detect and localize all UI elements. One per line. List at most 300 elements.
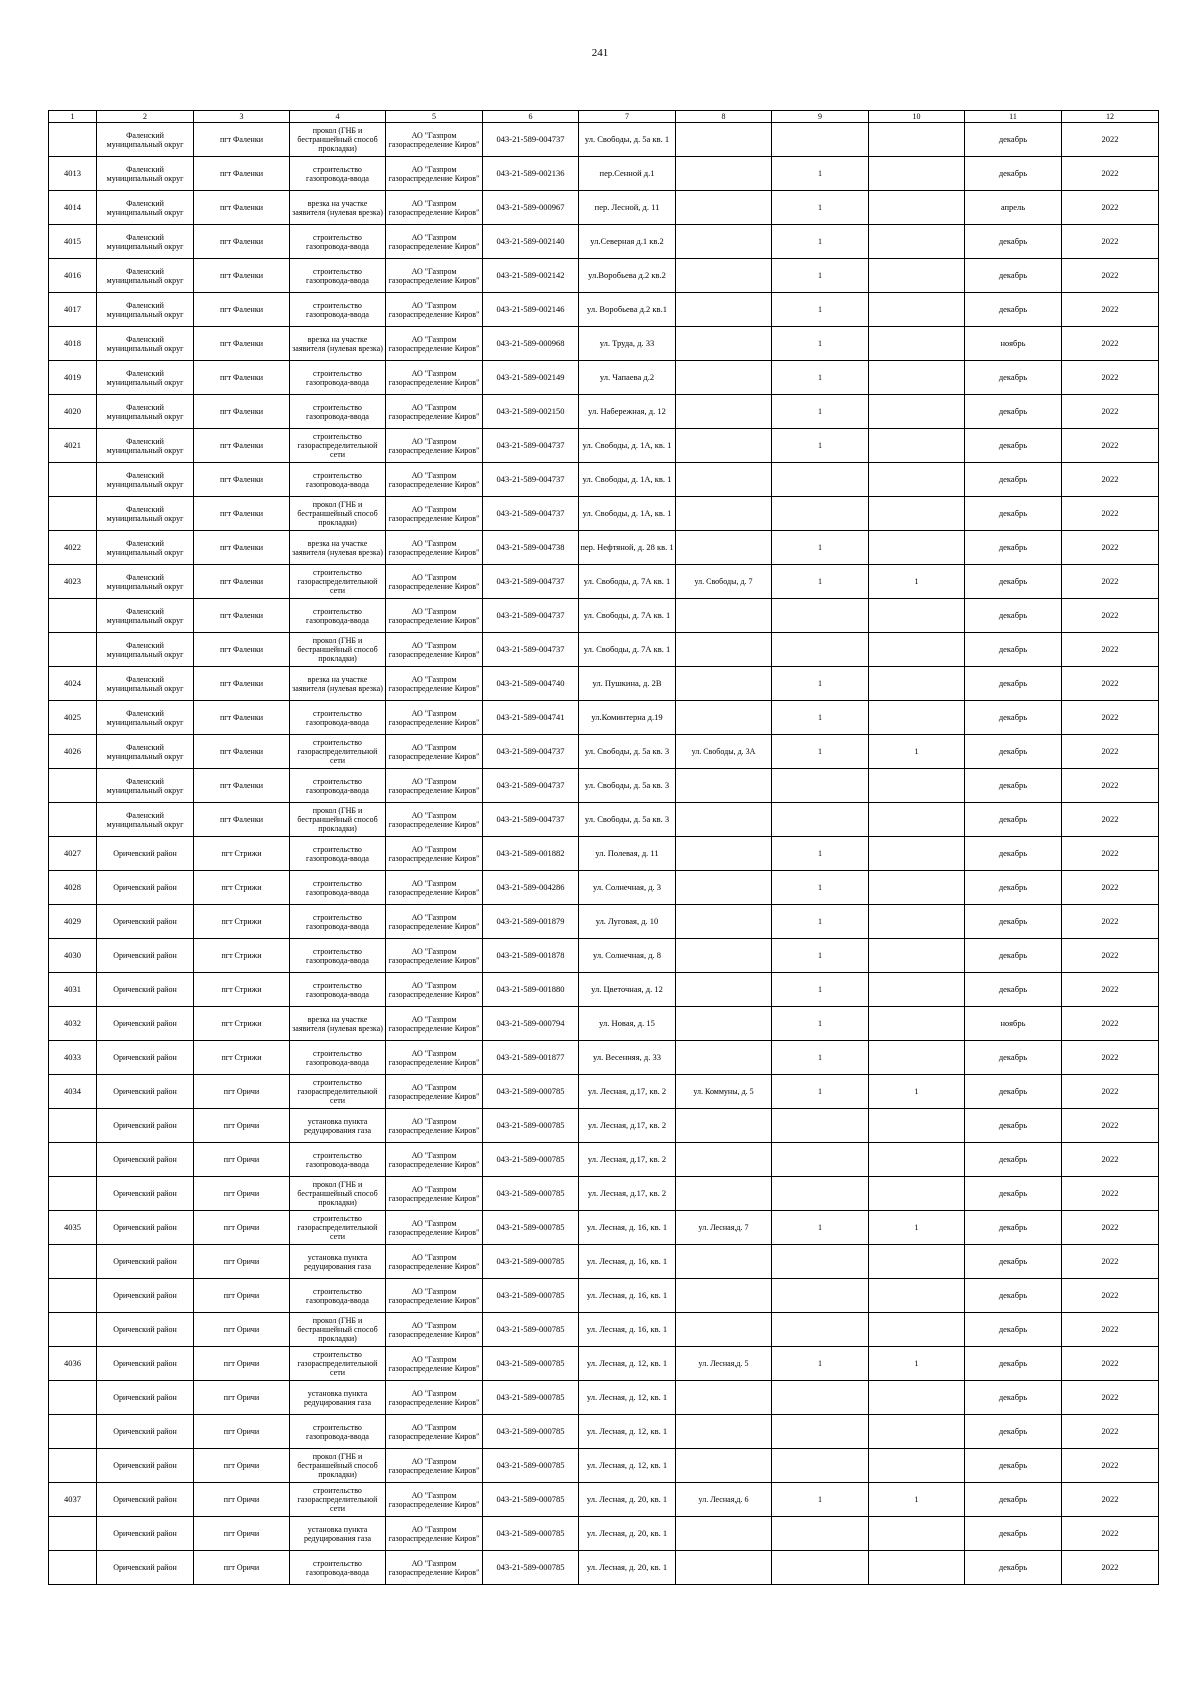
- code-cell: 043-21-589-004737: [483, 735, 579, 769]
- count-secondary-cell: [869, 123, 965, 157]
- address-secondary-cell: [676, 1109, 772, 1143]
- address-secondary-cell: [676, 905, 772, 939]
- table-row: [49, 939, 1159, 973]
- address-secondary-cell: [676, 463, 772, 497]
- count-cell: 1: [772, 395, 869, 429]
- address-cell: ул. Лесная, д. 16, кв. 1: [579, 1211, 676, 1245]
- address-cell: ул. Луговая, д. 10: [579, 905, 676, 939]
- table-row: [49, 361, 1159, 395]
- address-cell: ул. Полевая, д. 11: [579, 837, 676, 871]
- row-number-cell: 4024: [49, 667, 97, 701]
- work-type-cell: строительство газопровода-ввода: [290, 259, 386, 293]
- count-cell: [772, 497, 869, 531]
- code-cell: 043-21-589-000785: [483, 1381, 579, 1415]
- address-cell: ул. Новая, д. 15: [579, 1007, 676, 1041]
- year-cell: 2022: [1062, 1415, 1159, 1449]
- address-cell: ул. Солнечная, д. 3: [579, 871, 676, 905]
- work-type-cell: строительство газопровода-ввода: [290, 157, 386, 191]
- table-row: [49, 565, 1159, 599]
- column-header-row: [49, 111, 1159, 123]
- work-type-cell: строительство газопровода-ввода: [290, 1415, 386, 1449]
- count-cell: [772, 1517, 869, 1551]
- organization-cell: АО "Газпром газораспределение Киров": [386, 1517, 483, 1551]
- address-secondary-cell: [676, 1279, 772, 1313]
- year-cell: 2022: [1062, 769, 1159, 803]
- district-cell: Фаленский муниципальный округ: [97, 293, 194, 327]
- work-type-cell: строительство газопровода-ввода: [290, 1551, 386, 1585]
- work-type-cell: установка пункта редуцирования газа: [290, 1245, 386, 1279]
- address-secondary-cell: [676, 1381, 772, 1415]
- column-header: 6: [483, 111, 579, 123]
- work-type-cell: строительство газопровода-ввода: [290, 361, 386, 395]
- locality-cell: пгт Фаленки: [194, 803, 290, 837]
- address-cell: ул. Свободы, д. 5а кв. 1: [579, 123, 676, 157]
- month-cell: декабрь: [965, 361, 1062, 395]
- table-row: [49, 293, 1159, 327]
- address-secondary-cell: [676, 599, 772, 633]
- work-type-cell: строительство газопровода-ввода: [290, 293, 386, 327]
- district-cell: Фаленский муниципальный округ: [97, 191, 194, 225]
- code-cell: 043-21-589-000785: [483, 1347, 579, 1381]
- district-cell: Фаленский муниципальный округ: [97, 769, 194, 803]
- address-cell: ул. Свободы, д. 5а кв. 3: [579, 803, 676, 837]
- locality-cell: пгт Стрижи: [194, 939, 290, 973]
- address-cell: ул. Лесная, д. 12, кв. 1: [579, 1347, 676, 1381]
- count-cell: [772, 1245, 869, 1279]
- table-row: [49, 1483, 1159, 1517]
- address-secondary-cell: [676, 1517, 772, 1551]
- organization-cell: АО "Газпром газораспределение Киров": [386, 531, 483, 565]
- column-header: 5: [386, 111, 483, 123]
- year-cell: 2022: [1062, 123, 1159, 157]
- locality-cell: пгт Фаленки: [194, 259, 290, 293]
- year-cell: 2022: [1062, 1109, 1159, 1143]
- year-cell: 2022: [1062, 1347, 1159, 1381]
- work-type-cell: прокол (ГНБ и бестраншейный способ прокладки): [290, 633, 386, 667]
- year-cell: 2022: [1062, 905, 1159, 939]
- table-row: [49, 667, 1159, 701]
- organization-cell: АО "Газпром газораспределение Киров": [386, 939, 483, 973]
- count-secondary-cell: [869, 497, 965, 531]
- year-cell: 2022: [1062, 293, 1159, 327]
- organization-cell: АО "Газпром газораспределение Киров": [386, 1177, 483, 1211]
- address-secondary-cell: [676, 1177, 772, 1211]
- code-cell: 043-21-589-000967: [483, 191, 579, 225]
- column-header: 12: [1062, 111, 1159, 123]
- locality-cell: пгт Стрижи: [194, 1007, 290, 1041]
- district-cell: Фаленский муниципальный округ: [97, 667, 194, 701]
- count-cell: 1: [772, 1075, 869, 1109]
- month-cell: декабрь: [965, 735, 1062, 769]
- count-cell: [772, 1449, 869, 1483]
- district-cell: Оричевский район: [97, 1177, 194, 1211]
- month-cell: декабрь: [965, 667, 1062, 701]
- organization-cell: АО "Газпром газораспределение Киров": [386, 429, 483, 463]
- month-cell: декабрь: [965, 497, 1062, 531]
- count-cell: [772, 1381, 869, 1415]
- count-cell: 1: [772, 157, 869, 191]
- district-cell: Оричевский район: [97, 1211, 194, 1245]
- locality-cell: пгт Оричи: [194, 1075, 290, 1109]
- row-number-cell: 4021: [49, 429, 97, 463]
- address-secondary-cell: [676, 123, 772, 157]
- work-type-cell: прокол (ГНБ и бестраншейный способ прокладки): [290, 497, 386, 531]
- address-secondary-cell: [676, 633, 772, 667]
- district-cell: Оричевский район: [97, 837, 194, 871]
- address-secondary-cell: ул. Свободы, д. 7: [676, 565, 772, 599]
- month-cell: декабрь: [965, 803, 1062, 837]
- work-type-cell: прокол (ГНБ и бестраншейный способ прокладки): [290, 803, 386, 837]
- address-secondary-cell: [676, 361, 772, 395]
- month-cell: декабрь: [965, 395, 1062, 429]
- work-type-cell: прокол (ГНБ и бестраншейный способ прокладки): [290, 1449, 386, 1483]
- count-cell: 1: [772, 905, 869, 939]
- table-row: [49, 429, 1159, 463]
- organization-cell: АО "Газпром газораспределение Киров": [386, 191, 483, 225]
- column-header: 3: [194, 111, 290, 123]
- count-cell: [772, 599, 869, 633]
- year-cell: 2022: [1062, 463, 1159, 497]
- address-cell: ул. Лесная, д. 20, кв. 1: [579, 1483, 676, 1517]
- table-row: [49, 463, 1159, 497]
- count-secondary-cell: [869, 191, 965, 225]
- code-cell: 043-21-589-004740: [483, 667, 579, 701]
- table-row: [49, 633, 1159, 667]
- count-secondary-cell: [869, 157, 965, 191]
- count-secondary-cell: [869, 1041, 965, 1075]
- count-cell: [772, 1551, 869, 1585]
- district-cell: Фаленский муниципальный округ: [97, 225, 194, 259]
- code-cell: 043-21-589-004737: [483, 463, 579, 497]
- year-cell: 2022: [1062, 973, 1159, 1007]
- code-cell: 043-21-589-004738: [483, 531, 579, 565]
- locality-cell: пгт Оричи: [194, 1143, 290, 1177]
- work-type-cell: врезка на участке заявителя (нулевая врезка): [290, 667, 386, 701]
- address-cell: ул. Свободы, д. 7А кв. 1: [579, 599, 676, 633]
- address-cell: ул.Воробьева д.2 кв.2: [579, 259, 676, 293]
- table-row: [49, 191, 1159, 225]
- count-cell: 1: [772, 701, 869, 735]
- locality-cell: пгт Оричи: [194, 1551, 290, 1585]
- work-type-cell: строительство газопровода-ввода: [290, 837, 386, 871]
- address-secondary-cell: [676, 973, 772, 1007]
- month-cell: декабрь: [965, 1211, 1062, 1245]
- table-row: [49, 1517, 1159, 1551]
- table-row: [49, 1075, 1159, 1109]
- table-row: [49, 1109, 1159, 1143]
- address-cell: ул. Набережная, д. 12: [579, 395, 676, 429]
- locality-cell: пгт Фаленки: [194, 463, 290, 497]
- locality-cell: пгт Стрижи: [194, 973, 290, 1007]
- year-cell: 2022: [1062, 1483, 1159, 1517]
- organization-cell: АО "Газпром газораспределение Киров": [386, 123, 483, 157]
- district-cell: Фаленский муниципальный округ: [97, 123, 194, 157]
- district-cell: Оричевский район: [97, 1449, 194, 1483]
- month-cell: ноябрь: [965, 1007, 1062, 1041]
- work-type-cell: строительство газопровода-ввода: [290, 1279, 386, 1313]
- organization-cell: АО "Газпром газораспределение Киров": [386, 1381, 483, 1415]
- count-cell: [772, 769, 869, 803]
- month-cell: декабрь: [965, 1075, 1062, 1109]
- row-number-cell: [49, 1143, 97, 1177]
- work-type-cell: строительство газопровода-ввода: [290, 905, 386, 939]
- year-cell: 2022: [1062, 1279, 1159, 1313]
- month-cell: декабрь: [965, 429, 1062, 463]
- district-cell: Оричевский район: [97, 939, 194, 973]
- organization-cell: АО "Газпром газораспределение Киров": [386, 1483, 483, 1517]
- count-secondary-cell: [869, 327, 965, 361]
- year-cell: 2022: [1062, 1517, 1159, 1551]
- code-cell: 043-21-589-000785: [483, 1517, 579, 1551]
- row-number-cell: 4035: [49, 1211, 97, 1245]
- locality-cell: пгт Фаленки: [194, 293, 290, 327]
- month-cell: декабрь: [965, 225, 1062, 259]
- address-secondary-cell: [676, 871, 772, 905]
- code-cell: 043-21-589-000785: [483, 1415, 579, 1449]
- address-cell: пер. Лесной, д. 11: [579, 191, 676, 225]
- locality-cell: пгт Оричи: [194, 1279, 290, 1313]
- year-cell: 2022: [1062, 1551, 1159, 1585]
- year-cell: 2022: [1062, 1041, 1159, 1075]
- year-cell: 2022: [1062, 1211, 1159, 1245]
- row-number-cell: [49, 1313, 97, 1347]
- district-cell: Оричевский район: [97, 1245, 194, 1279]
- row-number-cell: [49, 1517, 97, 1551]
- locality-cell: пгт Фаленки: [194, 157, 290, 191]
- address-secondary-cell: [676, 157, 772, 191]
- work-type-cell: врезка на участке заявителя (нулевая врезка): [290, 191, 386, 225]
- locality-cell: пгт Оричи: [194, 1313, 290, 1347]
- locality-cell: пгт Оричи: [194, 1211, 290, 1245]
- row-number-cell: [49, 633, 97, 667]
- year-cell: 2022: [1062, 1245, 1159, 1279]
- work-type-cell: строительство газопровода-ввода: [290, 1143, 386, 1177]
- organization-cell: АО "Газпром газораспределение Киров": [386, 1245, 483, 1279]
- code-cell: 043-21-589-001879: [483, 905, 579, 939]
- count-secondary-cell: [869, 1007, 965, 1041]
- code-cell: 043-21-589-004741: [483, 701, 579, 735]
- count-cell: [772, 1415, 869, 1449]
- address-secondary-cell: [676, 293, 772, 327]
- table-row: [49, 905, 1159, 939]
- table-row: [49, 1551, 1159, 1585]
- code-cell: 043-21-589-000785: [483, 1483, 579, 1517]
- locality-cell: пгт Фаленки: [194, 667, 290, 701]
- code-cell: 043-21-589-000794: [483, 1007, 579, 1041]
- year-cell: 2022: [1062, 1381, 1159, 1415]
- address-secondary-cell: [676, 327, 772, 361]
- count-secondary-cell: [869, 939, 965, 973]
- row-number-cell: 4026: [49, 735, 97, 769]
- organization-cell: АО "Газпром газораспределение Киров": [386, 1211, 483, 1245]
- address-cell: ул. Лесная, д. 16, кв. 1: [579, 1245, 676, 1279]
- month-cell: декабрь: [965, 531, 1062, 565]
- year-cell: 2022: [1062, 395, 1159, 429]
- count-secondary-cell: [869, 837, 965, 871]
- code-cell: 043-21-589-004737: [483, 429, 579, 463]
- table-row: [49, 395, 1159, 429]
- row-number-cell: 4022: [49, 531, 97, 565]
- address-secondary-cell: [676, 701, 772, 735]
- table-row: [49, 1245, 1159, 1279]
- organization-cell: АО "Газпром газораспределение Киров": [386, 1313, 483, 1347]
- month-cell: декабрь: [965, 1347, 1062, 1381]
- month-cell: декабрь: [965, 1143, 1062, 1177]
- locality-cell: пгт Фаленки: [194, 429, 290, 463]
- organization-cell: АО "Газпром газораспределение Киров": [386, 701, 483, 735]
- row-number-cell: 4016: [49, 259, 97, 293]
- year-cell: 2022: [1062, 1007, 1159, 1041]
- work-type-cell: строительство газопровода-ввода: [290, 973, 386, 1007]
- count-secondary-cell: [869, 1245, 965, 1279]
- count-secondary-cell: [869, 293, 965, 327]
- table-row: [49, 1313, 1159, 1347]
- year-cell: 2022: [1062, 327, 1159, 361]
- month-cell: декабрь: [965, 1245, 1062, 1279]
- year-cell: 2022: [1062, 599, 1159, 633]
- locality-cell: пгт Оричи: [194, 1517, 290, 1551]
- year-cell: 2022: [1062, 667, 1159, 701]
- count-cell: 1: [772, 871, 869, 905]
- count-cell: 1: [772, 1211, 869, 1245]
- address-cell: ул. Свободы, д. 7А кв. 1: [579, 633, 676, 667]
- work-type-cell: строительство газопровода-ввода: [290, 225, 386, 259]
- code-cell: 043-21-589-002146: [483, 293, 579, 327]
- count-cell: 1: [772, 939, 869, 973]
- year-cell: 2022: [1062, 939, 1159, 973]
- address-cell: ул. Лесная, д. 20, кв. 1: [579, 1551, 676, 1585]
- work-type-cell: строительство газораспределительной сети: [290, 735, 386, 769]
- row-number-cell: [49, 1245, 97, 1279]
- address-cell: ул.Северная д.1 кв.2: [579, 225, 676, 259]
- month-cell: декабрь: [965, 1279, 1062, 1313]
- address-cell: пер.Сенной д.1: [579, 157, 676, 191]
- district-cell: Оричевский район: [97, 1007, 194, 1041]
- code-cell: 043-21-589-002140: [483, 225, 579, 259]
- district-cell: Оричевский район: [97, 1279, 194, 1313]
- row-number-cell: 4037: [49, 1483, 97, 1517]
- address-cell: ул. Цветочная, д. 12: [579, 973, 676, 1007]
- row-number-cell: [49, 1415, 97, 1449]
- table-row: [49, 123, 1159, 157]
- organization-cell: АО "Газпром газораспределение Киров": [386, 1109, 483, 1143]
- year-cell: 2022: [1062, 803, 1159, 837]
- count-cell: [772, 633, 869, 667]
- count-secondary-cell: [869, 1177, 965, 1211]
- row-number-cell: 4031: [49, 973, 97, 1007]
- address-cell: ул. Воробьева д.2 кв.1: [579, 293, 676, 327]
- year-cell: 2022: [1062, 1449, 1159, 1483]
- locality-cell: пгт Оричи: [194, 1449, 290, 1483]
- count-cell: 1: [772, 531, 869, 565]
- count-secondary-cell: [869, 1109, 965, 1143]
- row-number-cell: [49, 1381, 97, 1415]
- address-cell: ул. Свободы, д. 7А кв. 1: [579, 565, 676, 599]
- count-cell: [772, 1279, 869, 1313]
- count-cell: 1: [772, 1483, 869, 1517]
- code-cell: 043-21-589-002150: [483, 395, 579, 429]
- row-number-cell: 4032: [49, 1007, 97, 1041]
- locality-cell: пгт Фаленки: [194, 395, 290, 429]
- count-cell: 1: [772, 837, 869, 871]
- locality-cell: пгт Оричи: [194, 1347, 290, 1381]
- count-cell: 1: [772, 429, 869, 463]
- work-type-cell: строительство газопровода-ввода: [290, 395, 386, 429]
- row-number-cell: [49, 1449, 97, 1483]
- address-secondary-cell: ул. Коммуны, д. 5: [676, 1075, 772, 1109]
- month-cell: декабрь: [965, 1381, 1062, 1415]
- count-secondary-cell: [869, 803, 965, 837]
- month-cell: декабрь: [965, 973, 1062, 1007]
- row-number-cell: 4019: [49, 361, 97, 395]
- work-type-cell: строительство газопровода-ввода: [290, 939, 386, 973]
- count-cell: [772, 803, 869, 837]
- row-number-cell: 4036: [49, 1347, 97, 1381]
- table-row: [49, 497, 1159, 531]
- code-cell: 043-21-589-004737: [483, 497, 579, 531]
- count-cell: 1: [772, 973, 869, 1007]
- address-cell: ул. Чапаева д.2: [579, 361, 676, 395]
- work-type-cell: прокол (ГНБ и бестраншейный способ прокладки): [290, 1177, 386, 1211]
- address-secondary-cell: [676, 531, 772, 565]
- row-number-cell: [49, 1279, 97, 1313]
- work-type-cell: строительство газопровода-ввода: [290, 701, 386, 735]
- count-secondary-cell: 1: [869, 1483, 965, 1517]
- organization-cell: АО "Газпром газораспределение Киров": [386, 1449, 483, 1483]
- year-cell: 2022: [1062, 429, 1159, 463]
- district-cell: Фаленский муниципальный округ: [97, 259, 194, 293]
- row-number-cell: 4020: [49, 395, 97, 429]
- column-header: 8: [676, 111, 772, 123]
- locality-cell: пгт Фаленки: [194, 531, 290, 565]
- code-cell: 043-21-589-000785: [483, 1211, 579, 1245]
- locality-cell: пгт Оричи: [194, 1245, 290, 1279]
- organization-cell: АО "Газпром газораспределение Киров": [386, 293, 483, 327]
- district-cell: Фаленский муниципальный округ: [97, 599, 194, 633]
- code-cell: 043-21-589-004737: [483, 803, 579, 837]
- table-row: [49, 735, 1159, 769]
- address-cell: ул. Лесная, д.17, кв. 2: [579, 1075, 676, 1109]
- work-type-cell: строительство газопровода-ввода: [290, 871, 386, 905]
- address-secondary-cell: [676, 259, 772, 293]
- count-cell: 1: [772, 293, 869, 327]
- count-secondary-cell: [869, 599, 965, 633]
- locality-cell: пгт Стрижи: [194, 1041, 290, 1075]
- work-type-cell: установка пункта редуцирования газа: [290, 1381, 386, 1415]
- table-row: [49, 973, 1159, 1007]
- locality-cell: пгт Оричи: [194, 1483, 290, 1517]
- organization-cell: АО "Газпром газораспределение Киров": [386, 225, 483, 259]
- year-cell: 2022: [1062, 1177, 1159, 1211]
- locality-cell: пгт Фаленки: [194, 735, 290, 769]
- district-cell: Фаленский муниципальный округ: [97, 701, 194, 735]
- month-cell: декабрь: [965, 1483, 1062, 1517]
- row-number-cell: 4027: [49, 837, 97, 871]
- address-secondary-cell: [676, 803, 772, 837]
- locality-cell: пгт Оричи: [194, 1109, 290, 1143]
- month-cell: декабрь: [965, 1551, 1062, 1585]
- count-cell: 1: [772, 361, 869, 395]
- month-cell: декабрь: [965, 123, 1062, 157]
- work-type-cell: строительство газопровода-ввода: [290, 599, 386, 633]
- count-secondary-cell: 1: [869, 1347, 965, 1381]
- address-secondary-cell: ул. Лесная,д. 5: [676, 1347, 772, 1381]
- table-row: [49, 1007, 1159, 1041]
- month-cell: декабрь: [965, 769, 1062, 803]
- table-row: [49, 701, 1159, 735]
- organization-cell: АО "Газпром газораспределение Киров": [386, 463, 483, 497]
- locality-cell: пгт Фаленки: [194, 191, 290, 225]
